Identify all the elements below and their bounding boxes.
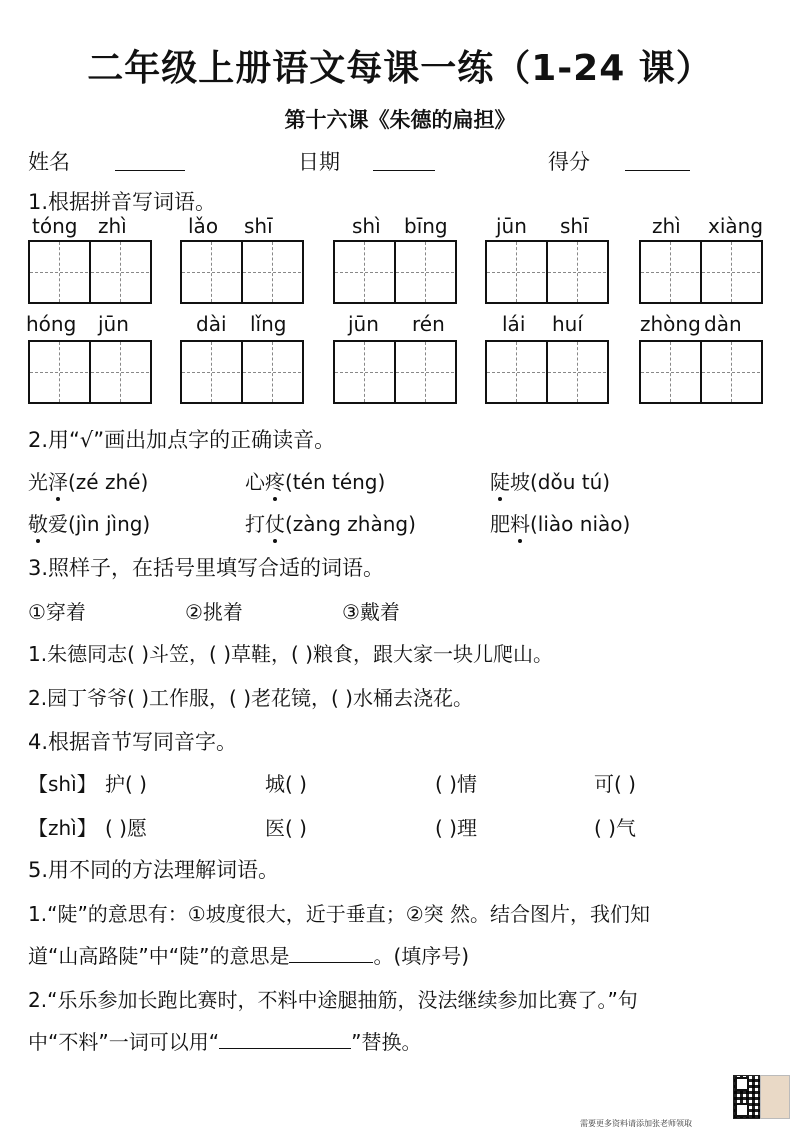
- q1-answer-blank[interactable]: [289, 944, 373, 963]
- options[interactable]: (liào niào): [530, 512, 631, 536]
- homophone-blank[interactable]: 城( ): [265, 772, 307, 796]
- pinyin: shì: [352, 214, 381, 238]
- options[interactable]: (zàng zhàng): [285, 512, 416, 536]
- char: 坡: [510, 470, 530, 494]
- pinyin: hóng: [26, 312, 77, 336]
- fill-sentence-1[interactable]: 1.朱德同志( )斗笠，( )草鞋，( )粮食，跟大家一块儿爬山。: [28, 642, 553, 666]
- homophone-blank[interactable]: ( )情: [435, 772, 477, 796]
- options[interactable]: (jìn jìng): [68, 512, 151, 536]
- writing-grid[interactable]: [639, 240, 763, 304]
- q1-text: 道“山高路陡”中“陡”的意思是: [28, 944, 290, 968]
- options[interactable]: (zé zhé): [68, 470, 149, 494]
- pinyin: rén: [412, 312, 445, 336]
- section2-title: 2.用“√”画出加点字的正确读音。: [28, 428, 336, 452]
- pinyin: xiàng: [708, 214, 764, 238]
- pinyin: shī: [244, 214, 273, 238]
- q1-line-2: [28, 940, 469, 969]
- options[interactable]: (tén téng): [285, 470, 386, 494]
- dotted-char: 料: [510, 512, 530, 536]
- lesson-subtitle: 第十六课《朱德的扁担》: [284, 108, 516, 132]
- writing-grid[interactable]: [639, 340, 763, 404]
- pinyin: bīng: [404, 214, 448, 238]
- name-blank[interactable]: [115, 170, 185, 171]
- options[interactable]: (dǒu tú): [530, 470, 611, 494]
- dotted-char: 敬: [28, 512, 48, 536]
- pinyin: lái: [502, 312, 526, 336]
- writing-grid[interactable]: [28, 340, 152, 404]
- homophone-blank[interactable]: 医( ): [265, 816, 307, 840]
- syllable-label: 【zhì】: [28, 816, 97, 840]
- char: 肥: [490, 512, 510, 536]
- pinyin: huí: [552, 312, 583, 336]
- q2-line-2: [28, 1026, 421, 1055]
- char: 光: [28, 470, 48, 494]
- syllable-label: 【shì】: [28, 772, 97, 796]
- q2-text-end: ”替换。: [351, 1030, 422, 1054]
- writing-grid[interactable]: [180, 240, 304, 304]
- writing-grid[interactable]: [28, 240, 152, 304]
- reading-item: [28, 466, 148, 495]
- section3-title: 3.照样子，在括号里填写合适的词语。: [28, 556, 385, 580]
- option: ③戴着: [342, 600, 400, 624]
- page-title: 二年级上册语文每课一练（1-24 课）: [87, 48, 713, 89]
- writing-grid[interactable]: [180, 340, 304, 404]
- dotted-char: 陡: [490, 470, 510, 494]
- pinyin: dàn: [704, 312, 742, 336]
- option: ②挑着: [185, 600, 243, 624]
- char: 心: [245, 470, 265, 494]
- writing-grid[interactable]: [485, 240, 609, 304]
- pinyin: zhòng: [640, 312, 701, 336]
- pinyin: tóng: [32, 214, 78, 238]
- pinyin: zhì: [652, 214, 681, 238]
- char: 爱: [48, 512, 68, 536]
- reading-item: [245, 508, 416, 537]
- name-label: 姓名: [28, 150, 70, 174]
- pinyin: lǎo: [188, 214, 219, 238]
- pinyin: jūn: [496, 214, 527, 238]
- q2-text: 中“不料”一词可以用“: [28, 1030, 220, 1054]
- date-label: 日期: [298, 150, 340, 174]
- homophone-blank[interactable]: ( )理: [435, 816, 477, 840]
- writing-grid[interactable]: [333, 240, 457, 304]
- pinyin: dài: [196, 312, 227, 336]
- pinyin: lǐng: [250, 312, 287, 336]
- q1-hint: 。(填序号): [373, 944, 470, 968]
- reading-item: [490, 466, 610, 495]
- footer-note: 需要更多资料请添加张老师领取: [580, 1119, 692, 1128]
- q1-line-1: 1.“陡”的意思有：①坡度很大，近于垂直；②突 然。结合图片，我们知: [28, 902, 651, 926]
- dotted-char: 仗: [265, 512, 285, 536]
- reading-item: [490, 508, 630, 537]
- fill-sentence-2[interactable]: 2.园丁爷爷( )工作服，( )老花镜，( )水桶去浇花。: [28, 686, 473, 710]
- homophone-blank[interactable]: ( )愿: [105, 816, 147, 840]
- score-blank[interactable]: [625, 170, 690, 171]
- reading-item: [28, 508, 150, 537]
- pinyin: zhì: [98, 214, 127, 238]
- char: 打: [245, 512, 265, 536]
- writing-grid[interactable]: [485, 340, 609, 404]
- dotted-char: 疼: [265, 470, 285, 494]
- homophone-blank[interactable]: 护( ): [105, 772, 147, 796]
- q2-line-1: 2.“乐乐参加长跑比赛时，不料中途腿抽筋，没法继续参加比赛了。”句: [28, 988, 638, 1012]
- teacher-avatar-icon: [760, 1075, 790, 1119]
- score-label: 得分: [548, 150, 590, 174]
- reading-item: [245, 466, 385, 495]
- writing-grid[interactable]: [333, 340, 457, 404]
- pinyin: shī: [560, 214, 589, 238]
- section5-title: 5.用不同的方法理解词语。: [28, 858, 280, 882]
- section4-title: 4.根据音节写同音字。: [28, 730, 238, 754]
- date-blank[interactable]: [373, 170, 435, 171]
- option: ①穿着: [28, 600, 86, 624]
- section1-title: 1.根据拼音写词语。: [28, 190, 217, 214]
- q2-answer-blank[interactable]: [219, 1030, 351, 1049]
- dotted-char: 泽: [48, 470, 68, 494]
- pinyin: jūn: [98, 312, 129, 336]
- pinyin: jūn: [348, 312, 379, 336]
- homophone-blank[interactable]: ( )气: [594, 816, 636, 840]
- homophone-blank[interactable]: 可( ): [594, 772, 636, 796]
